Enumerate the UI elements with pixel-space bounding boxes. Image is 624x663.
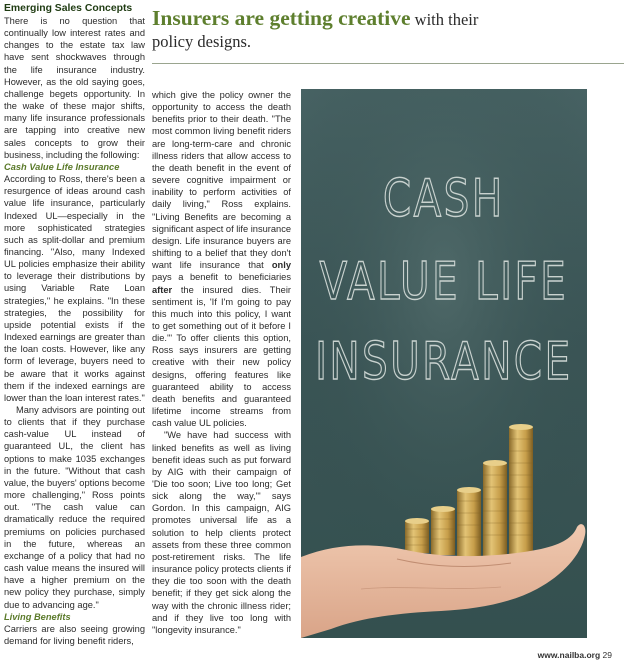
chalkboard-photo — [301, 89, 587, 638]
cash-value-paragraph: According to Ross, there's been a resurgence of ideas around cash value life insurance, particularly Indexed UL—especially in the more sophisticated strategies such as split-dollar and premium financing. "Also, many Indexed UL policies emphasize their ability to leverage their distributions by using Variable Rate Loan strategies," he explains. "In these strategies, the possibility for upside potential exists if the Indexed earnings are greater than the loan costs. However, like any form of leverage, buyers need to be aware that it works against them if the indexed earnings are lower than the loan interest rates." — [4, 174, 145, 403]
emphasis-after: after — [152, 284, 173, 295]
headline-continuation: with their — [410, 10, 479, 29]
text-run: the insured dies. Their sentiment is, 'If I'm going to pay this much into this policy, I want to get something out of it before I die.'" To offer clients this option, Ross says insurers are getting creative with their new policy designs, offering features like guaranteed ability to access death benefits and guaranteed lifetime income streams from cash value UL policies. — [152, 284, 291, 429]
section-title: Emerging Sales Concepts — [4, 3, 133, 14]
text-run: pays a benefit to beneficiaries — [152, 272, 291, 283]
living-benefits-continued — [152, 89, 291, 429]
page-number: 29 — [602, 650, 612, 660]
chalk-word-insurance: INSURANCE — [315, 331, 573, 392]
advisors-paragraph: Many advisors are pointing out to clients that if they purchase cash-value UL instead of guaranteed UL, the client has options to make 1035 exchanges in the future. "Without that cash value, the buyers' options become more challenging," Ross points out. "The cash value can dramatically reduce the required premiums on policies purchased in the future, whereas an exchange of a policy that had no cash value means the insured will have a higher premium on the new policy they purchase, simply due to advancing age." — [4, 405, 145, 610]
aig-paragraph: "We have had success with linked benefits as well as living benefit ideas such as put forward by AIG with their campaign of 'Die too soon; Live too long; Get sick along the way,'" says Gordon. In this campaign, AIG promotes universal life as a solution to help clients protect assets from these three common post-retirement risks. The life insurance policy protects clients if they die too soon with the death benefit; if they get sick along the way with the chronic illness rider; and if they live too long with "longevity insurance." — [152, 430, 291, 635]
footer-url[interactable]: www.nailba.org — [537, 650, 601, 660]
article-headline — [152, 6, 622, 53]
headline-divider — [152, 63, 624, 64]
chalk-word-cash: CASH — [382, 168, 505, 229]
intro-paragraph: There is no question that continually low interest rates and changes to the estate tax law have sent shockwaves through the life insurance industry. However, as the old saying goes, challenge begets opportunity. In the wake of these major shifts, many life insurance professionals are tapping into creative new sales concepts to grow their business, including the following: — [4, 16, 145, 160]
text-run: which give the policy owner the opportunity to access the death benefits prior to their death. "The most common living benefit riders are long-term-care and chronic illness riders that allow access to the death benefit in the event of severe cognitive impairment or inability to perform activities of daily living," Ross explains. "Living Benefits are becoming a significant aspect of life insurance design. Life insurance buyers are shifting to a belief that they don't want life insurance that — [152, 90, 292, 271]
headline-second-line: policy designs. — [152, 32, 251, 51]
subhead-cash-value: Cash Value Life Insurance — [4, 161, 120, 172]
subhead-living-benefits: Living Benefits — [4, 611, 71, 622]
middle-column — [152, 89, 291, 636]
emphasis-only: only — [271, 260, 291, 271]
headline-emphasis: Insurers are getting creative — [152, 6, 411, 30]
photo-illustration — [301, 89, 587, 638]
left-column — [4, 2, 145, 647]
living-benefits-paragraph: Carriers are also seeing growing demand for living benefit riders, — [4, 623, 145, 646]
page-footer — [538, 650, 612, 660]
chalk-words-value-life: VALUE LIFE — [319, 251, 569, 312]
